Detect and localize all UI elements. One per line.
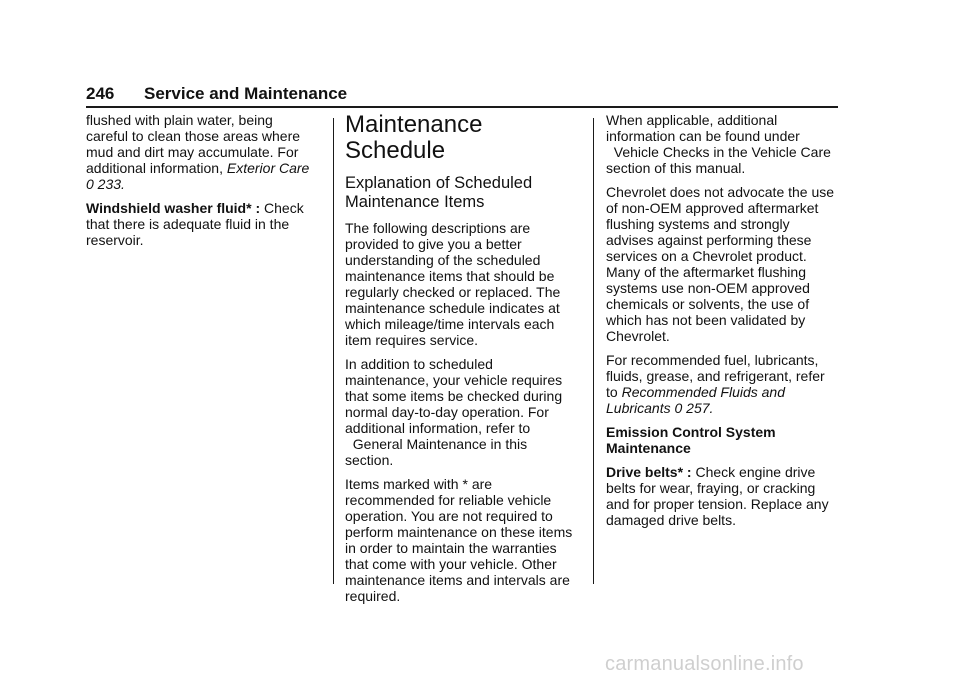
section-title: Service and Maintenance <box>144 84 348 103</box>
chapter-heading: Maintenance Schedule <box>345 111 483 164</box>
section-heading: Emission Control System Maintenance <box>606 424 776 456</box>
watermark: carmanualsonline.info <box>605 653 804 675</box>
term-label: Drive belts* : <box>606 464 692 480</box>
column-divider <box>593 118 594 584</box>
page-number: 246 <box>86 84 115 103</box>
column-3 <box>606 112 838 536</box>
paragraph: In addition to scheduled maintenance, your vehicle requires that some items be checked during normal day-to-day operation. For additional information, refer to General Maintenance in this section. <box>345 356 563 468</box>
paragraph: The following descriptions are provided to give you a better understanding of the scheduled maintenance items that should be regularly checked or replaced. The maintenance schedule indicates at which mileage/time intervals each item requires service. <box>345 220 561 348</box>
cross-reference-link[interactable]: Exterior Care <box>226 160 310 176</box>
page-reference: 0 233. <box>86 176 125 192</box>
page-header <box>86 84 838 108</box>
column-2 <box>345 112 577 612</box>
paragraph: Windshield washer fluid* : Check that there is adequate fluid in the reservoir. <box>86 200 304 248</box>
term-label: Windshield washer fluid* : <box>86 200 261 216</box>
cross-reference-link[interactable]: Recommended Fluids and Lubricants <box>606 384 785 416</box>
paragraph: Drive belts* : Check engine drive belts for wear, fraying, or cracking and for proper tension. Replace any damaged drive belts. <box>606 464 829 528</box>
paragraph: For recommended fuel, lubricants, fluids, grease, and refrigerant, refer to Recommended Fluids and Lubricants 0 257. <box>606 352 825 416</box>
paragraph: flushed with plain water, being careful to clean those areas where mud and dirt may accumulate. For additional information, Exterior Care 0 233. <box>86 112 310 192</box>
paragraph: Chevrolet does not advocate the use of non-OEM approved aftermarket flushing systems and strongly advises against performing these services on a Chevrolet product. Many of the aftermarket flushing systems use non-OEM approved chemicals or solvents, the use of which has not been validated by Chevrolet. <box>606 184 835 344</box>
paragraph: Items marked with * are recommended for reliable vehicle operation. You are not required to perform maintenance on these items in order to maintain the warranties that come with your vehicle. Other maintenance items and intervals are required. <box>345 476 573 604</box>
paragraph: When applicable, additional information can be found under Vehicle Checks in the Vehicle Care section of this manual. <box>606 112 831 176</box>
cross-reference-link[interactable]: General Maintenance <box>352 436 487 452</box>
column-1 <box>86 112 318 256</box>
page-reference: 0 257. <box>670 400 714 416</box>
cross-reference-link[interactable]: Vehicle Checks <box>613 144 710 160</box>
column-divider <box>333 118 334 584</box>
subsection-heading: Explanation of Scheduled Maintenance Items <box>345 174 533 211</box>
